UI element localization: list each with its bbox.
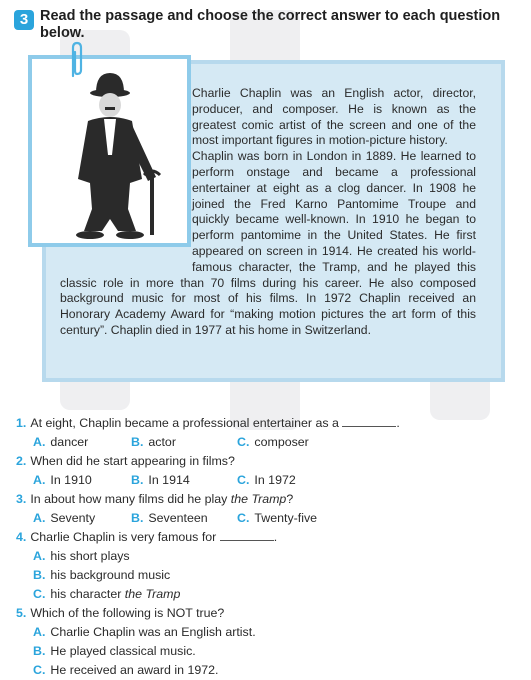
passage-paragraph-1: Charlie Chaplin was an English actor, director, producer, and composer. He is known as the greatest comic artist of the screen and one of the most important figures in motion-picture history. xyxy=(192,86,476,148)
question-2-options xyxy=(16,471,516,490)
option-a[interactable]: A. In 1910 xyxy=(33,473,92,487)
question-1-options xyxy=(16,433,516,452)
question-3-options xyxy=(16,509,516,528)
option-c[interactable]: C. In 1972 xyxy=(237,473,296,487)
passage-paragraph-2: Chaplin was born in London in 1889. He learned to perform onstage and became a professional entertainer at eight as a clog dancer. In 1908 he joined the Fred Karno Pantomime Troupe and quickly became well-known. In 1910 he began to perform pantomime in the United States. He first appeared on screen in 1914. He created his world-famous character, the Tramp, and he played this classic role in more than 70 films during his career. He also composed background music for most of his films. In 1972 Chaplin received an Honorary Academy Award for “making motion pictures the art form of this century”. Chaplin died in 1977 at his home in Switzerland. xyxy=(60,149,476,337)
exercise-instruction: Read the passage and choose the correct answer to each question below. xyxy=(40,8,501,41)
option-a[interactable]: A. his short plays xyxy=(33,549,130,563)
option-b[interactable]: B. In 1914 xyxy=(131,473,190,487)
question-2: 2. When did he start appearing in films? xyxy=(16,454,235,468)
option-b[interactable]: B. his background music xyxy=(33,568,171,582)
option-a[interactable]: A. Charlie Chaplin was an English artist. xyxy=(33,625,256,639)
exercise-header xyxy=(14,8,519,42)
question-text: When did he start appearing in films? xyxy=(30,454,235,468)
question-text: Charlie Chaplin is very famous for xyxy=(30,530,217,544)
option-c[interactable]: C. Twenty-five xyxy=(237,511,318,525)
question-text: Which of the following is NOT true? xyxy=(30,606,225,620)
option-a[interactable]: A. Seventy xyxy=(33,511,96,525)
question-text: In about how many films did he play xyxy=(30,492,228,506)
question-5: 5. Which of the following is NOT true? xyxy=(16,606,225,620)
question-1: 1. At eight, Chaplin became a professional entertainer as a . xyxy=(16,416,400,430)
question-4: 4. Charlie Chaplin is very famous for . xyxy=(16,530,278,544)
question-4-options xyxy=(16,547,516,604)
reading-passage xyxy=(60,86,476,339)
answer-blank xyxy=(220,530,274,541)
question-5-options xyxy=(16,623,516,680)
exercise-number-badge: 3 xyxy=(14,10,34,30)
question-text: At eight, Chaplin became a professional entertainer as a xyxy=(30,416,339,430)
option-c[interactable]: C. his character the Tramp xyxy=(33,587,181,601)
paper-clip-icon xyxy=(66,40,88,80)
question-list xyxy=(16,414,516,680)
option-c[interactable]: C. He received an award in 1972. xyxy=(33,663,219,677)
option-c[interactable]: C. composer xyxy=(237,435,309,449)
question-3: 3. In about how many films did he play the Tramp? xyxy=(16,492,294,506)
option-b[interactable]: B. He played classical music. xyxy=(33,644,196,658)
option-a[interactable]: A. dancer xyxy=(33,435,89,449)
option-b[interactable]: B. actor xyxy=(131,435,176,449)
answer-blank xyxy=(342,416,396,427)
option-b[interactable]: B. Seventeen xyxy=(131,511,208,525)
